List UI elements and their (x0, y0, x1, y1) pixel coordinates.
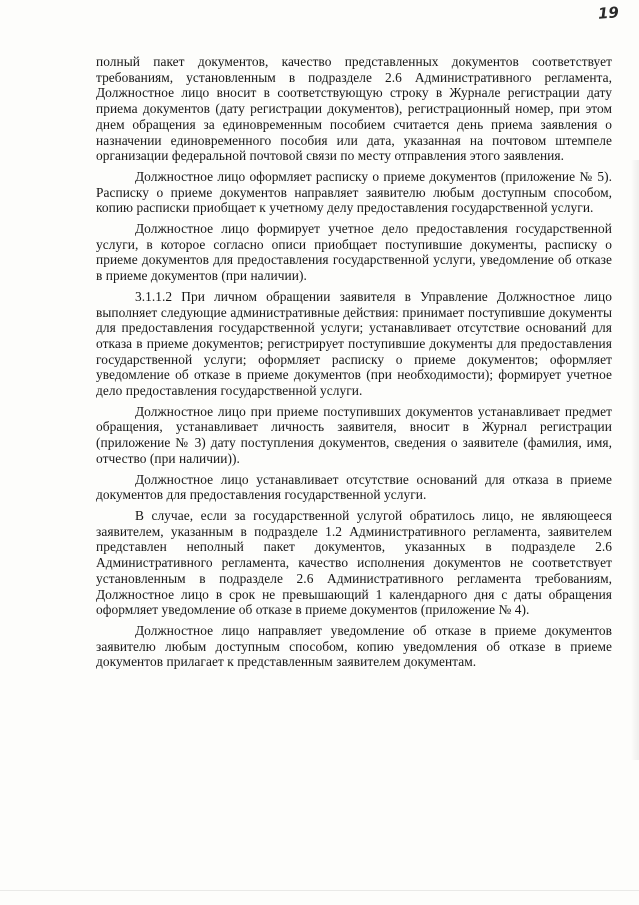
scan-artifact-line (0, 890, 639, 891)
paragraph-5: Должностное лицо при приеме поступивших документов устанавливает предмет обращения, устанавливает личность заявителя, вносит в Журнал регистрации (приложение № 3) дату поступления документов, сведения о заявителе (фамилия, имя, отчество (при наличии)). (96, 403, 612, 466)
paragraph-2: Должностное лицо оформляет расписку о приеме документов (приложение № 5). Расписку о приеме документов направляет заявителю любым доступным способом, копию расписки приобщает к учетному делу предоставления государственной услуги. (96, 168, 612, 216)
paragraph-6: Должностное лицо устанавливает отсутствие оснований для отказа в приеме документов для предоставления государственной услуги. (96, 471, 612, 503)
paragraph-3: Должностное лицо формирует учетное дело предоставления государственной услуги, в которое согласно описи приобщает поступившие документы, расписку о приеме документов для предоставления государственной услуги, уведомление об отказе в приеме документов (при наличии). (96, 221, 612, 284)
paragraph-7: В случае, если за государственной услугой обратилось лицо, не являющееся заявителем, указанным в подразделе 1.2 Административного регламента, заявителем представлен неполный пакет документов, указанных в подразделе 2.6 Административного регламента, качество исполнения документов не соответствует установленным в подразделе 2.6 Административного регламента требованиям, Должностное лицо в срок не превышающий 1 календарного дня с даты обращения оформляет уведомление об отказе в приеме документов (приложение № 4). (96, 507, 612, 618)
scan-edge-shadow (631, 160, 639, 760)
paragraph-8: Должностное лицо направляет уведомление об отказе в приеме документов заявителю любым доступным способом, копию уведомления об отказе в приеме документов прилагает к представленным заявителем документам. (96, 622, 612, 670)
paragraph-1: полный пакет документов, качество представленных документов соответствует требованиям, установленным в подразделе 2.6 Административного регламента, Должностное лицо вносит в соответствующую строку в Журнале регистрации дату приема документов (дату регистрации документов), регистрационный номер, при этом днем обращения за единовременным пособием считается день приема заявления о назначении единовременного пособия или дата, указанная на почтовом штемпеле организации федеральной почтовой связи по месту отправления этого заявления. (96, 54, 612, 164)
page-number: 19 (597, 3, 620, 23)
paragraph-4: 3.1.1.2 При личном обращении заявителя в Управление Должностное лицо выполняет следующие административные действия: принимает поступившие документы для предоставления государственной услуги; устанавливает отсутствие оснований для отказа в приеме документов; регистрирует поступившие документы для предоставления государственной услуги; оформляет расписку о приеме документов; оформляет уведомление об отказе в приеме документов (при необходимости); формирует учетное дело предоставления государственной услуги. (96, 288, 612, 399)
document-body (96, 54, 612, 675)
